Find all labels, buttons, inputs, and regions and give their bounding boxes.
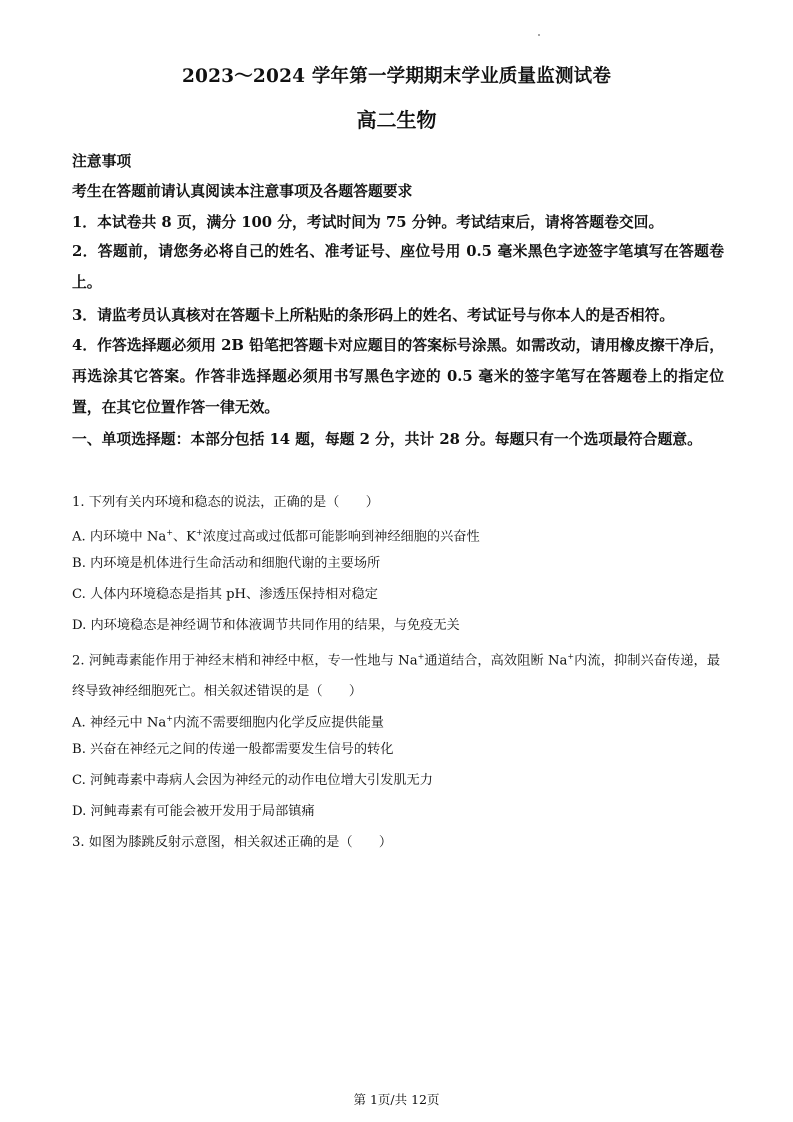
notice-intro: 考生在答题前请认真阅读本注意事项及各题答题要求 bbox=[72, 183, 413, 200]
question-3-stem: 3. 如图为膝跳反射示意图，相关叙述正确的是（ ） bbox=[72, 835, 393, 850]
notice-item-3: 3．请监考员认真核对在答题卡上所粘贴的条形码上的姓名、考试证号与你本人的是否相符。 bbox=[72, 307, 675, 324]
question-2-option-a bbox=[72, 710, 384, 732]
option-text: A. 内环境中 Na bbox=[72, 529, 167, 545]
question-2-option-c: C. 河鲀毒素中毒病人会因为神经元的动作电位增大引发肌无力 bbox=[72, 773, 433, 788]
option-text: 内流不需要细胞内化学反应提供能量 bbox=[172, 715, 384, 731]
notice-heading: 注意事项 bbox=[72, 153, 132, 170]
notice-item-2: 2．答题前，请您务必将自己的姓名、准考证号、座位号用 0.5 毫米黑色字迹签字笔填写在答题卷上。 bbox=[72, 243, 724, 291]
notice-item-1: 1．本试卷共 8 页，满分 100 分，考试时间为 75 分钟。考试结束后，请将答题卷交回。 bbox=[72, 214, 664, 231]
option-text: 浓度过高或过低都可能影响到神经细胞的兴奋性 bbox=[202, 529, 480, 545]
notice-item-4: 4．作答选择题必须用 2B 铅笔把答题卡对应题目的答案标号涂黑。如需改动，请用橡皮擦干净后，再选涂其它答案。作答非选择题必须用书写黑色字迹的 0.5 毫米的签字笔写在答题卷上的指定位置，在其它位置作答一律无效。 bbox=[72, 337, 724, 416]
stem-text: 内流，抑制兴奋传递，最终导致神经细胞死亡。相关叙述错误的是（ ） bbox=[72, 653, 721, 700]
question-1-option-b: B. 内环境是机体进行生命活动和细胞代谢的主要场所 bbox=[72, 556, 381, 571]
question-2-option-d: D. 河鲀毒素有可能会被开发用于局部镇痛 bbox=[72, 804, 315, 819]
superscript: + bbox=[196, 528, 203, 537]
superscript: + bbox=[417, 652, 425, 661]
exam-subject: 高二生物 bbox=[356, 108, 437, 132]
superscript: + bbox=[166, 528, 173, 537]
option-text: A. 神经元中 Na bbox=[72, 715, 167, 731]
decorative-dot bbox=[538, 34, 540, 36]
stem-text: 通道结合，高效阻断 Na bbox=[424, 653, 568, 669]
question-1-option-d: D. 内环境稳态是神经调节和体液调节共同作用的结果，与免疫无关 bbox=[72, 618, 460, 633]
superscript: + bbox=[567, 652, 575, 661]
stem-text: 2. 河鲀毒素能作用于神经末梢和神经中枢，专一性地与 Na bbox=[72, 653, 418, 669]
question-1-option-a bbox=[72, 524, 480, 546]
option-text: 、K bbox=[172, 529, 197, 545]
question-2-stem bbox=[72, 641, 720, 707]
exam-title: 2023～2024 学年第一学期期末学业质量监测试卷 bbox=[181, 66, 612, 87]
question-1-option-c: C. 人体内环境稳态是指其 pH、渗透压保持相对稳定 bbox=[72, 587, 378, 602]
question-2-option-b: B. 兴奋在神经元之间的传递一般都需要发生信号的转化 bbox=[72, 742, 394, 757]
page-number: 第 1页/共 12页 bbox=[353, 1092, 440, 1107]
section-heading: 一、单项选择题：本部分包括 14 题，每题 2 分，共计 28 分。每题只有一个选项最符合题意。 bbox=[72, 431, 702, 448]
superscript: + bbox=[166, 714, 173, 723]
question-1-stem: 1. 下列有关内环境和稳态的说法，正确的是（ ） bbox=[72, 495, 379, 510]
